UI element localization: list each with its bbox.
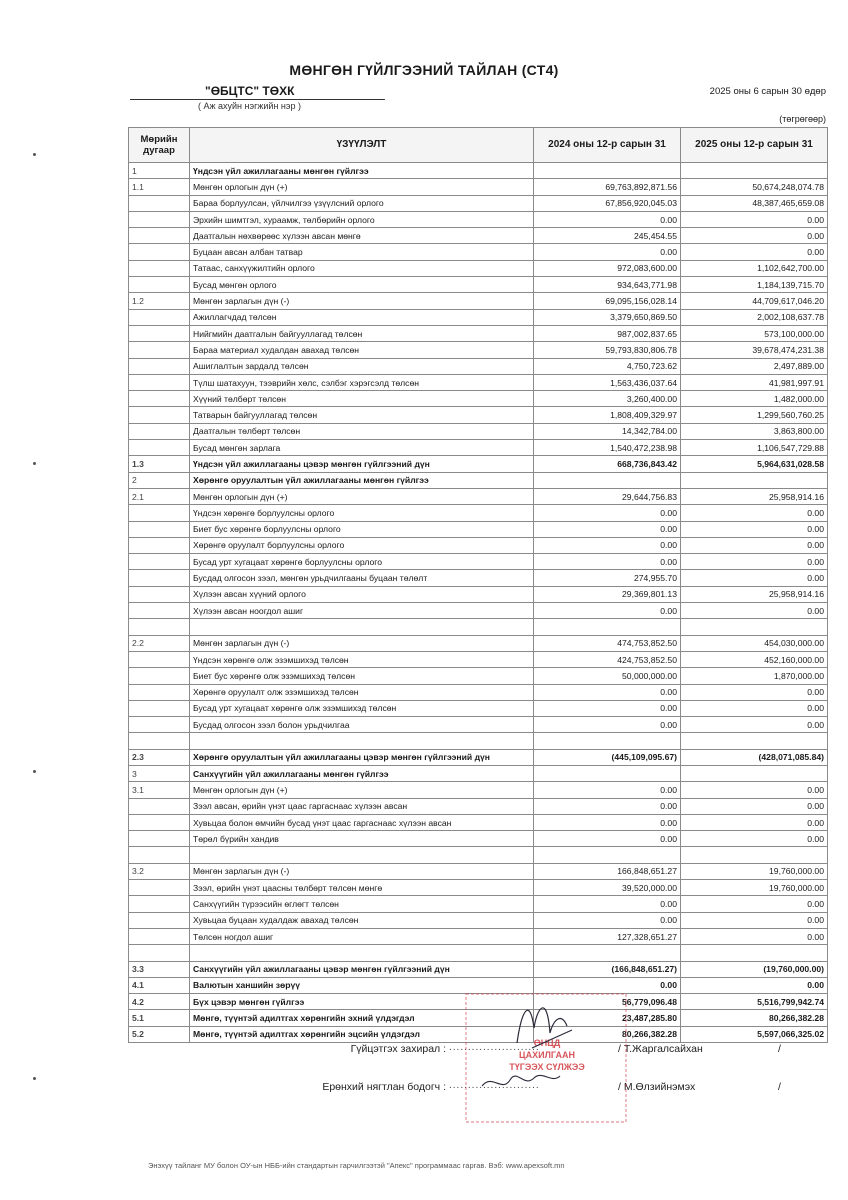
row-code [129,195,190,211]
row-code [129,521,190,537]
cash-flow-table [128,127,828,1043]
row-label: Бараа материал худалдан авахад төлсөн [190,342,534,358]
row-code: 2.1 [129,488,190,504]
row-code: 2.3 [129,749,190,765]
table-row [129,195,828,211]
row-label: Хүүний төлбөрт төлсөн [190,391,534,407]
table-row [129,521,828,537]
table-row [129,651,828,667]
row-label: Үндсэн хөрөнгө олж эзэмшихэд төлсөн [190,651,534,667]
row-value-2024: 0.00 [534,603,681,619]
row-value-2025 [681,733,828,749]
row-value-2024: 0.00 [534,505,681,521]
row-value-2025: 0.00 [681,554,828,570]
row-value-2024: 29,644,756.83 [534,488,681,504]
row-code [129,798,190,814]
row-label: Бүх цэвэр мөнгөн гүйлгээ [190,994,534,1010]
table-row [129,635,828,651]
table-header-row [129,128,828,163]
table-row [129,309,828,325]
row-value-2025: 454,030,000.00 [681,635,828,651]
table-row [129,733,828,749]
row-value-2025: 5,597,066,325.02 [681,1026,828,1042]
row-value-2024: 0.00 [534,700,681,716]
table-row [129,586,828,602]
table-row [129,863,828,879]
row-label: Төрөл бүрийн хандив [190,831,534,847]
table-row [129,244,828,260]
row-code: 5.1 [129,1010,190,1026]
row-code: 2.2 [129,635,190,651]
row-code [129,586,190,602]
row-code [129,912,190,928]
row-label: Үндсэн үйл ажиллагааны цэвэр мөнгөн гүйлгээний дүн [190,456,534,472]
row-label: Татварын байгууллагад төлсөн [190,407,534,423]
row-label: Мөнгө, түүнтэй адилтгах хөрөнгийн эцсийн үлдэгдэл [190,1026,534,1042]
row-label: Даатгалын төлбөрт төлсөн [190,423,534,439]
row-code [129,603,190,619]
accountant-name-close: / [778,1081,781,1093]
row-code: 1.2 [129,293,190,309]
row-value-2025: (19,760,000.00) [681,961,828,977]
row-value-2024: 29,369,801.13 [534,586,681,602]
row-label: Биет бус хөрөнгө олж эзэмшихэд төлсөн [190,668,534,684]
director-signature-line: ........................ [449,1042,540,1053]
table-row [129,293,828,309]
table-row [129,700,828,716]
table-row [129,912,828,928]
row-code [129,244,190,260]
row-value-2025: 19,760,000.00 [681,880,828,896]
row-value-2024: 39,520,000.00 [534,880,681,896]
row-code [129,570,190,586]
row-value-2025: 1,106,547,729.88 [681,440,828,456]
row-label: Бараа борлуулсан, үйлчилгээ үзүүлсний орлого [190,195,534,211]
row-value-2024: 0.00 [534,977,681,993]
row-label: Төлсөн ногдол ашиг [190,928,534,944]
row-value-2024: 0.00 [534,521,681,537]
table-row [129,440,828,456]
row-label: Мөнгөн зарлагын дүн (-) [190,293,534,309]
table-row [129,570,828,586]
row-label: Эрхийн шимтгэл, хураамж, төлбөрийн орлого [190,211,534,227]
row-value-2025 [681,472,828,488]
row-label: Бусад урт хугацаат хөрөнгө олж эзэмшихэд төлсөн [190,700,534,716]
row-value-2025: 1,102,642,700.00 [681,260,828,276]
row-code [129,440,190,456]
row-label [190,733,534,749]
row-code [129,717,190,733]
row-label: Санхүүгийн түрээсийн өглөгт төлсөн [190,896,534,912]
organization-underline [130,99,385,100]
row-code [129,211,190,227]
row-value-2025 [681,765,828,781]
table-row [129,668,828,684]
row-value-2025 [681,619,828,635]
table-row [129,423,828,439]
row-code [129,928,190,944]
row-label: Мөнгөн зарлагын дүн (-) [190,863,534,879]
row-code: 4.1 [129,977,190,993]
table-row [129,928,828,944]
row-label: Түлш шатахуун, тээврийн хөлс, сэлбэг хэрэгсэлд төлсөн [190,374,534,390]
table-row [129,391,828,407]
row-value-2024: 127,328,651.27 [534,928,681,944]
row-value-2024: 668,736,843.42 [534,456,681,472]
row-code: 4.2 [129,994,190,1010]
table-row [129,260,828,276]
row-value-2025: 1,870,000.00 [681,668,828,684]
row-value-2024 [534,619,681,635]
row-value-2025: 0.00 [681,244,828,260]
row-code [129,277,190,293]
table-row [129,765,828,781]
row-label: Хөрөнгө оруулалтын үйл ажиллагааны цэвэр мөнгөн гүйлгээний дүн [190,749,534,765]
row-code [129,733,190,749]
table-row [129,945,828,961]
row-value-2024 [534,765,681,781]
row-value-2024: 274,955.70 [534,570,681,586]
row-value-2024: 0.00 [534,912,681,928]
director-label: Гүйцэтгэх захирал : [350,1043,446,1055]
row-value-2025: 0.00 [681,814,828,830]
row-label: Валютын ханшийн зөрүү [190,977,534,993]
report-title: МӨНГӨН ГҮЙЛГЭЭНИЙ ТАЙЛАН (СТ4) [289,62,559,78]
row-value-2024: (166,848,651.27) [534,961,681,977]
row-code [129,831,190,847]
row-value-2025: 0.00 [681,977,828,993]
row-code [129,945,190,961]
director-signature-mark [517,1008,572,1048]
accountant-signature-mark [482,1075,560,1086]
row-label: Хүлээн авсан ноогдол ашиг [190,603,534,619]
row-value-2025: 1,299,560,760.25 [681,407,828,423]
row-value-2024: 0.00 [534,554,681,570]
row-code [129,407,190,423]
company-stamp [462,988,632,1128]
row-value-2025: 25,958,914.16 [681,586,828,602]
row-value-2024: 987,002,837.65 [534,325,681,341]
row-value-2024 [534,945,681,961]
table-row [129,505,828,521]
row-code [129,391,190,407]
stamp-text-line: ӨНЦД [533,1038,561,1048]
row-label: Хүлээн авсан хүүний орлого [190,586,534,602]
row-value-2025: 0.00 [681,896,828,912]
margin-dot [33,153,36,156]
column-header-curr: 2025 оны 12-р сарын 31 [681,128,828,163]
table-row [129,325,828,341]
software-footer: Энэхүү тайланг МУ болон ОУ-ын НББ-ийн стандартын гарчилгээтэй "Апекс" программаас гаргав. Вэб: www.apexsoft.mn [148,1161,565,1170]
row-value-2024: 80,266,382.28 [534,1026,681,1042]
row-label: Даатгалын нөхвөрөөс хүлээн авсан мөнгө [190,228,534,244]
row-code [129,619,190,635]
row-value-2025: 0.00 [681,570,828,586]
row-label: Үндсэн хөрөнгө борлуулсны орлого [190,505,534,521]
row-value-2024: 67,856,920,045.03 [534,195,681,211]
row-value-2024: 4,750,723.62 [534,358,681,374]
row-value-2025: 0.00 [681,603,828,619]
row-value-2025: 19,760,000.00 [681,863,828,879]
table-row [129,961,828,977]
row-code [129,423,190,439]
row-value-2025: 0.00 [681,782,828,798]
margin-dot [33,1077,36,1080]
row-label [190,847,534,863]
table-row [129,847,828,863]
column-header-prev: 2024 оны 12-р сарын 31 [534,128,681,163]
table-row [129,880,828,896]
row-code [129,537,190,553]
row-label: Нийгмийн даатгалын байгууллагад төлсөн [190,325,534,341]
row-value-2025: 0.00 [681,798,828,814]
table-row [129,537,828,553]
row-code: 3.1 [129,782,190,798]
row-value-2025 [681,945,828,961]
accountant-name: / М.Өлзийнэмэх [618,1081,696,1093]
row-value-2024: 0.00 [534,782,681,798]
row-value-2025: 44,709,617,046.20 [681,293,828,309]
row-label: Мөнгөн орлогын дүн (+) [190,488,534,504]
row-code [129,505,190,521]
table-row [129,342,828,358]
row-label: Биет бус хөрөнгө борлуулсны орлого [190,521,534,537]
row-label: Бусад урт хугацаат хөрөнгө борлуулсны орлого [190,554,534,570]
row-label: Бусдад олгосон зээл, мөнгөн урьдчилгааны буцаан төлөлт [190,570,534,586]
row-value-2025: 0.00 [681,684,828,700]
row-value-2025: 50,674,248,074.78 [681,179,828,195]
row-value-2025 [681,163,828,179]
table-row [129,179,828,195]
currency-unit: (төгрөгөөр) [779,114,826,124]
row-value-2025: 452,160,000.00 [681,651,828,667]
row-label: Бусад мөнгөн зарлага [190,440,534,456]
table-row [129,782,828,798]
table-row [129,277,828,293]
table-row [129,374,828,390]
row-value-2025: 0.00 [681,912,828,928]
row-label: Зээл авсан, өрийн үнэт цаас гаргаснаас хүлээн авсан [190,798,534,814]
row-value-2024: 59,793,830,806.78 [534,342,681,358]
row-value-2024: 1,563,436,037.64 [534,374,681,390]
table-row [129,684,828,700]
row-code [129,309,190,325]
row-value-2024: 69,763,892,871.56 [534,179,681,195]
row-value-2024: 69,095,156,028.14 [534,293,681,309]
row-value-2024: 3,260,400.00 [534,391,681,407]
row-label [190,619,534,635]
row-value-2024: 1,808,409,329.97 [534,407,681,423]
row-label: Хувьцаа буцаан худалдаж авахад төлсөн [190,912,534,928]
row-label: Хөрөнгө оруулалт олж эзэмшихэд төлсөн [190,684,534,700]
row-value-2025: 48,387,465,659.08 [681,195,828,211]
row-value-2024: 934,643,771.98 [534,277,681,293]
row-value-2025: 0.00 [681,831,828,847]
row-label: Мөнгө, түүнтэй адилтгах хөрөнгийн эхний үлдэгдэл [190,1010,534,1026]
row-value-2025 [681,847,828,863]
row-value-2025: 2,497,889.00 [681,358,828,374]
row-code [129,260,190,276]
row-value-2024 [534,847,681,863]
row-code [129,684,190,700]
row-value-2024: 50,000,000.00 [534,668,681,684]
row-value-2024: 424,753,852.50 [534,651,681,667]
table-row [129,456,828,472]
row-value-2024: (445,109,095.67) [534,749,681,765]
table-row [129,488,828,504]
row-value-2024: 0.00 [534,537,681,553]
row-value-2025: 80,266,382.28 [681,1010,828,1026]
row-value-2025: (428,071,085.84) [681,749,828,765]
row-label: Санхүүгийн үйл ажиллагааны цэвэр мөнгөн гүйлгээний дүн [190,961,534,977]
accountant-signature-line: ........................ [449,1080,540,1091]
row-code: 1.1 [129,179,190,195]
row-label: Ажиллагчдад төлсөн [190,309,534,325]
row-code [129,700,190,716]
row-value-2024: 3,379,650,869.50 [534,309,681,325]
row-value-2025: 0.00 [681,211,828,227]
row-code [129,668,190,684]
row-value-2024: 0.00 [534,798,681,814]
row-label: Мөнгөн орлогын дүн (+) [190,179,534,195]
table-row [129,896,828,912]
row-value-2024: 0.00 [534,896,681,912]
column-header-code: Мөрийн дугаар [129,128,190,163]
row-label: Татаас, санхүүжилтийн орлого [190,260,534,276]
table-row [129,407,828,423]
margin-dot [33,770,36,773]
row-code: 1.3 [129,456,190,472]
table-row [129,603,828,619]
row-code: 2 [129,472,190,488]
stamp-text-line: ЦАХИЛГААН [519,1050,575,1060]
row-label: Хувьцаа болон өмчийн бусад үнэт цаас гаргаснаас хүлээн авсан [190,814,534,830]
organization-name: "ӨБЦТС" ТӨХК [205,84,295,98]
row-label: Мөнгөн орлогын дүн (+) [190,782,534,798]
row-value-2025: 2,002,108,637.78 [681,309,828,325]
row-code [129,358,190,374]
row-code: 5.2 [129,1026,190,1042]
row-value-2025: 25,958,914.16 [681,488,828,504]
row-value-2025: 573,100,000.00 [681,325,828,341]
row-value-2024: 0.00 [534,684,681,700]
row-label: Бусдад олгосон зээл болон урьдчилгаа [190,717,534,733]
row-value-2024: 56,779,096.48 [534,994,681,1010]
row-code [129,880,190,896]
row-code [129,342,190,358]
row-value-2025: 0.00 [681,700,828,716]
row-value-2024: 166,848,651.27 [534,863,681,879]
row-code [129,228,190,244]
row-label: Ашиглалтын зардалд төлсөн [190,358,534,374]
row-value-2025: 1,482,000.00 [681,391,828,407]
table-row [129,472,828,488]
row-label: Санхүүгийн үйл ажиллагааны мөнгөн гүйлгээ [190,765,534,781]
row-label: Зээл, өрийн үнэт цаасны төлбөрт төлсөн мөнгө [190,880,534,896]
row-code [129,814,190,830]
row-value-2024 [534,733,681,749]
table-row [129,814,828,830]
accountant-label: Ерөнхий нягтлан бодогч : [322,1081,446,1093]
row-code [129,554,190,570]
table-row [129,358,828,374]
margin-dot [33,462,36,465]
table-row [129,211,828,227]
row-value-2024: 0.00 [534,717,681,733]
director-name: / Т.Жаргалсайхан [618,1043,703,1055]
row-label: Хөрөнгө оруулалтын үйл ажиллагааны мөнгөн гүйлгээ [190,472,534,488]
row-code [129,374,190,390]
row-code [129,847,190,863]
row-label: Үндсэн үйл ажиллагааны мөнгөн гүйлгээ [190,163,534,179]
row-code: 1 [129,163,190,179]
table-row [129,554,828,570]
row-value-2024: 474,753,852.50 [534,635,681,651]
row-value-2025: 41,981,997.91 [681,374,828,390]
row-value-2025: 3,863,800.00 [681,423,828,439]
organization-sublabel: ( Аж ахуйн нэгжийн нэр ) [198,101,301,111]
row-value-2025: 0.00 [681,505,828,521]
column-header-item: ҮЗҮҮЛЭЛТ [190,128,534,163]
table-row [129,798,828,814]
table-row [129,619,828,635]
row-value-2025: 5,964,631,028.58 [681,456,828,472]
row-value-2025: 5,516,799,942.74 [681,994,828,1010]
row-value-2024: 972,083,600.00 [534,260,681,276]
row-value-2025: 0.00 [681,537,828,553]
director-name-close: / [778,1043,781,1055]
row-code [129,896,190,912]
row-value-2024: 14,342,784.00 [534,423,681,439]
row-code: 3.2 [129,863,190,879]
row-value-2024: 0.00 [534,831,681,847]
report-date: 2025 оны 6 сарын 30 өдөр [709,86,826,97]
row-code [129,325,190,341]
row-value-2024: 0.00 [534,814,681,830]
row-label [190,945,534,961]
row-value-2025: 0.00 [681,717,828,733]
row-value-2024: 23,487,285.80 [534,1010,681,1026]
stamp-text-line: ТҮГЭЭХ СҮЛЖЭЭ [509,1062,585,1072]
table-row [129,831,828,847]
table-row [129,717,828,733]
row-value-2024: 0.00 [534,244,681,260]
row-label: Бусад мөнгөн орлого [190,277,534,293]
row-code: 3.3 [129,961,190,977]
row-value-2025: 0.00 [681,521,828,537]
table-row [129,228,828,244]
row-label: Буцаан авсан албан татвар [190,244,534,260]
row-value-2024 [534,163,681,179]
row-value-2025: 0.00 [681,928,828,944]
row-value-2025: 1,184,139,715.70 [681,277,828,293]
row-value-2024 [534,472,681,488]
row-value-2024: 1,540,472,238.98 [534,440,681,456]
row-value-2025: 39,678,474,231.38 [681,342,828,358]
row-code: 3 [129,765,190,781]
row-value-2024: 0.00 [534,211,681,227]
row-label: Хөрөнгө оруулалт борлуулсны орлого [190,537,534,553]
table-row [129,749,828,765]
row-label: Мөнгөн зарлагын дүн (-) [190,635,534,651]
table-row [129,163,828,179]
row-code [129,651,190,667]
row-value-2024: 245,454.55 [534,228,681,244]
row-value-2025: 0.00 [681,228,828,244]
